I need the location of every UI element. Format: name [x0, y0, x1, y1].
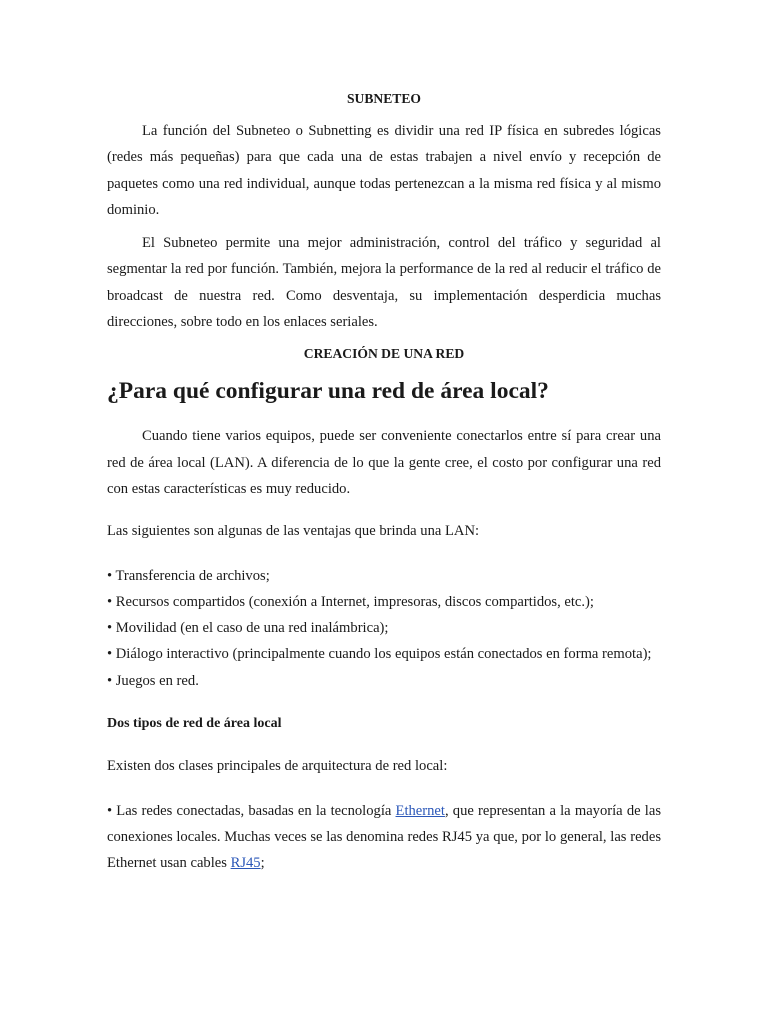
advantages-list — [107, 563, 661, 694]
document-body — [107, 86, 661, 877]
heading-lan-question: ¿Para qué configurar una red de área local? — [107, 378, 549, 405]
list-item: • Recursos compartidos (conexión a Internet, impresoras, discos compartidos, etc.); — [107, 593, 594, 610]
paragraph-subneteo-benefits: El Subneteo permite una mejor administración, control del tráfico y seguridad al segmentar la red por función. También, mejora la performance de la red al reducir el tráfico de broadcast de nuestra red. Como desventaja, su implementación desperdicia muchas direcciones, sobre todo en los enlaces seriales. — [107, 235, 661, 331]
list-item: • Transferencia de archivos; — [107, 567, 270, 584]
wired-text-part-2: , que representan a la mayoría de las conexiones locales. Muchas veces se las denomina redes RJ45 ya que, por lo general, las redes Ethernet usan cables — [107, 802, 661, 872]
section-title-subneteo: SUBNETEO — [346, 91, 422, 106]
list-item: • Movilidad (en el caso de una red inalámbrica); — [107, 620, 389, 637]
list-item: • Diálogo interactivo (principalmente cuando los equipos están conectados en forma remota); — [107, 646, 652, 663]
section-title-creacion: CREACIÓN DE UNA RED — [303, 346, 465, 362]
paragraph-advantages-intro: Las siguientes son algunas de las ventajas que brinda una LAN: — [107, 523, 480, 540]
paragraph-subneteo-definition: La función del Subneteo o Subnetting es dividir una red IP física en subredes lógicas (redes más pequeñas) para que cada una de estas trabajen a nivel envío y recepción de paquetes como una red individual, aunque todas pertenezcan a la misma red física y al mismo dominio. — [107, 123, 661, 218]
list-item: • Juegos en red. — [107, 672, 199, 689]
wired-text-part-3: ; — [260, 855, 265, 872]
ethernet-link[interactable]: Ethernet — [395, 802, 445, 819]
paragraph-lan-intro: Cuando tiene varios equipos, puede ser conveniente conectarlos entre sí para crear una red de área local (LAN). A diferencia de lo que la gente cree, el costo por configurar una red con estas características es muy reducido. — [107, 428, 661, 497]
list-item-wired-networks — [107, 798, 661, 877]
paragraph-architecture-intro: Existen dos clases principales de arquitectura de red local: — [107, 758, 448, 775]
subheading-lan-types: Dos tipos de red de área local — [107, 716, 282, 732]
rj45-link[interactable]: RJ45 — [230, 855, 261, 872]
wired-text-part-1: • Las redes conectadas, basadas en la tecnología — [107, 802, 396, 819]
